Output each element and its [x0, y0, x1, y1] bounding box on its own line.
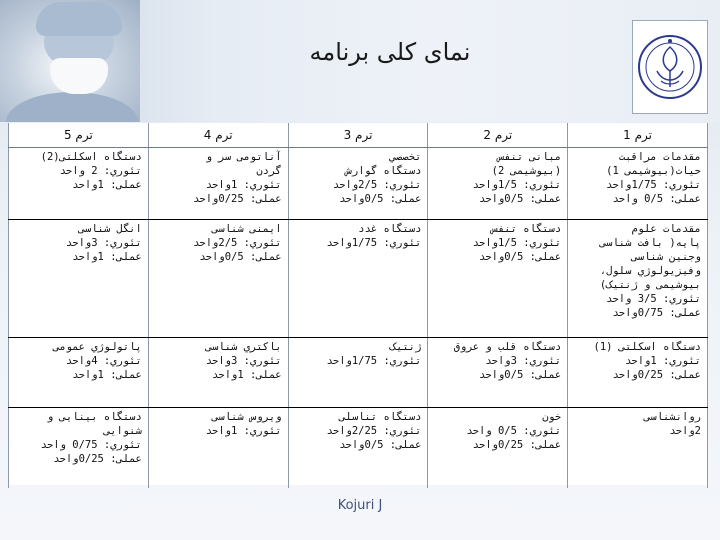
course-line: دستگاه تنفس	[491, 223, 562, 235]
course-cell	[568, 148, 708, 220]
table-row	[9, 408, 708, 488]
table-row	[9, 220, 708, 338]
table-row	[9, 148, 708, 220]
course-line: 2واحد	[669, 425, 701, 437]
course-line: مقدمات مراقبت	[618, 151, 701, 163]
course-cell	[568, 408, 708, 488]
course-cell	[428, 148, 568, 220]
course-cell	[9, 148, 149, 220]
course-line: مبانی تنفس	[497, 151, 562, 163]
course-cell	[148, 338, 288, 408]
course-line: تئوري: 0/75 واحد	[40, 439, 142, 451]
course-cell	[428, 408, 568, 488]
course-line: گردن	[256, 165, 282, 177]
footer-author: Kojuri J	[337, 498, 383, 513]
course-line: مقدمات علوم	[631, 223, 701, 235]
university-seal-icon	[633, 21, 707, 113]
course-line: تئوري: 2/5واحد	[193, 237, 282, 249]
surgeon-coat	[6, 92, 138, 122]
course-line: عملی: 0/5واحد	[479, 193, 562, 205]
course-line: عملی: 0/25واحد	[472, 439, 562, 451]
course-line: تئوري: 2/5واحد	[332, 179, 422, 191]
course-line: عملی: 1واحد	[212, 369, 282, 381]
curriculum-table	[8, 123, 708, 485]
header-term-4: ترم 4	[148, 123, 288, 148]
course-line: عملی: 0/25واحد	[612, 369, 701, 381]
course-cell	[568, 220, 708, 338]
course-line: (بیوشیمی 2)	[491, 165, 562, 177]
surgeon-cap	[36, 2, 122, 36]
course-line: باکتري شناسی	[205, 341, 282, 353]
surgeon-photo	[0, 0, 140, 122]
course-line: بیوشیمی و ژنتیک)	[599, 279, 701, 291]
course-cell	[148, 148, 288, 220]
course-line: عملی: 0/25واحد	[193, 193, 282, 205]
course-line: عملی: 0/75واحد	[612, 307, 701, 319]
course-line: تئوري: 1/5واحد	[472, 237, 562, 249]
table-row	[9, 338, 708, 408]
course-line: تئوري: 1واحد	[205, 179, 282, 191]
course-line: عملی: 0/5 واحد	[612, 193, 701, 205]
course-line: عملی: 0/25واحد	[53, 453, 142, 465]
course-line: دستگاه اسکلتی(2)	[40, 151, 142, 163]
course-line: تئوري: 0/5 واحد	[466, 425, 562, 437]
header-term-2: ترم 2	[428, 123, 568, 148]
course-line: پایه( بافت شناسی	[599, 237, 701, 249]
course-line: عملی: 0/5واحد	[339, 439, 422, 451]
course-line: عملی: 1واحد	[72, 251, 142, 263]
course-line: دستگاه غدد	[358, 223, 422, 235]
course-line: دستگاه قلب و عروق	[453, 341, 562, 353]
course-line: تئوري: 3واحد	[205, 355, 282, 367]
course-line: ژنتیک	[389, 341, 422, 353]
course-line: عملی: 0/5واحد	[339, 193, 422, 205]
course-line: عملی: 0/5واحد	[479, 369, 562, 381]
course-line: عملی: 1واحد	[72, 179, 142, 191]
course-line: عملی: 0/5واحد	[479, 251, 562, 263]
course-line: عملی: 1واحد	[72, 369, 142, 381]
course-line: انگل شناسی	[78, 223, 142, 235]
page-title: نمای کلی برنامه	[309, 38, 471, 66]
course-line: وفیزیولوژي سلول،	[599, 265, 701, 277]
course-line: ایمنی شناسی	[212, 223, 282, 235]
course-line: وجنین شناسی	[631, 251, 701, 263]
course-line: دستگاه گوارش	[345, 165, 422, 177]
course-line: خون	[542, 411, 562, 423]
course-line: روانشناسی	[644, 411, 701, 423]
course-line: تئوري: 1/75واحد	[606, 179, 701, 191]
course-line: پاتولوژي عمومی	[53, 341, 142, 353]
course-line: شنوایی	[103, 425, 142, 437]
course-line: تئوري: 1/75واحد	[326, 355, 422, 367]
course-cell	[148, 220, 288, 338]
specialty-label: تخصصي	[389, 151, 422, 163]
course-line: ویروس شناسی	[212, 411, 282, 423]
course-line: تئوري: 1/5واحد	[472, 179, 562, 191]
course-line: دستگاه بینایی و	[46, 411, 142, 423]
course-line: عملی: 0/5واحد	[199, 251, 282, 263]
course-line: تئوري: 1واحد	[205, 425, 282, 437]
course-cell	[288, 408, 428, 488]
course-line: تئوري: 1واحد	[625, 355, 701, 367]
course-cell	[288, 338, 428, 408]
course-line: تئوري: 4واحد	[65, 355, 142, 367]
course-cell	[568, 338, 708, 408]
header-term-1: ترم 1	[568, 123, 708, 148]
course-line: تئوري: 3واحد	[485, 355, 562, 367]
course-line: آناتومی سر و	[205, 151, 282, 163]
header-term-3: ترم 3	[288, 123, 428, 148]
course-cell	[9, 338, 149, 408]
header-banner	[0, 0, 720, 122]
course-cell	[428, 338, 568, 408]
course-line: دستگاه تناسلی	[339, 411, 422, 423]
course-cell	[428, 220, 568, 338]
course-line: تئوري: 3/5 واحد	[606, 293, 701, 305]
course-cell	[9, 408, 149, 488]
course-line: تئوري: 1/75واحد	[326, 237, 422, 249]
course-cell	[288, 148, 428, 220]
course-cell	[9, 220, 149, 338]
course-line: حیات(بیوشیمی 1)	[606, 165, 701, 177]
university-logo	[632, 20, 708, 114]
course-line: تئوري: 2 واحد	[59, 165, 142, 177]
course-cell	[148, 408, 288, 488]
surgeon-mask	[50, 58, 108, 94]
course-line: دستگاه اسکلتی (1)	[593, 341, 701, 353]
header-term-5: ترم 5	[9, 123, 149, 148]
course-line: تئوري: 2/25واحد	[326, 425, 422, 437]
course-cell	[288, 220, 428, 338]
table-body	[9, 148, 708, 488]
course-line: تئوري: 3واحد	[65, 237, 142, 249]
